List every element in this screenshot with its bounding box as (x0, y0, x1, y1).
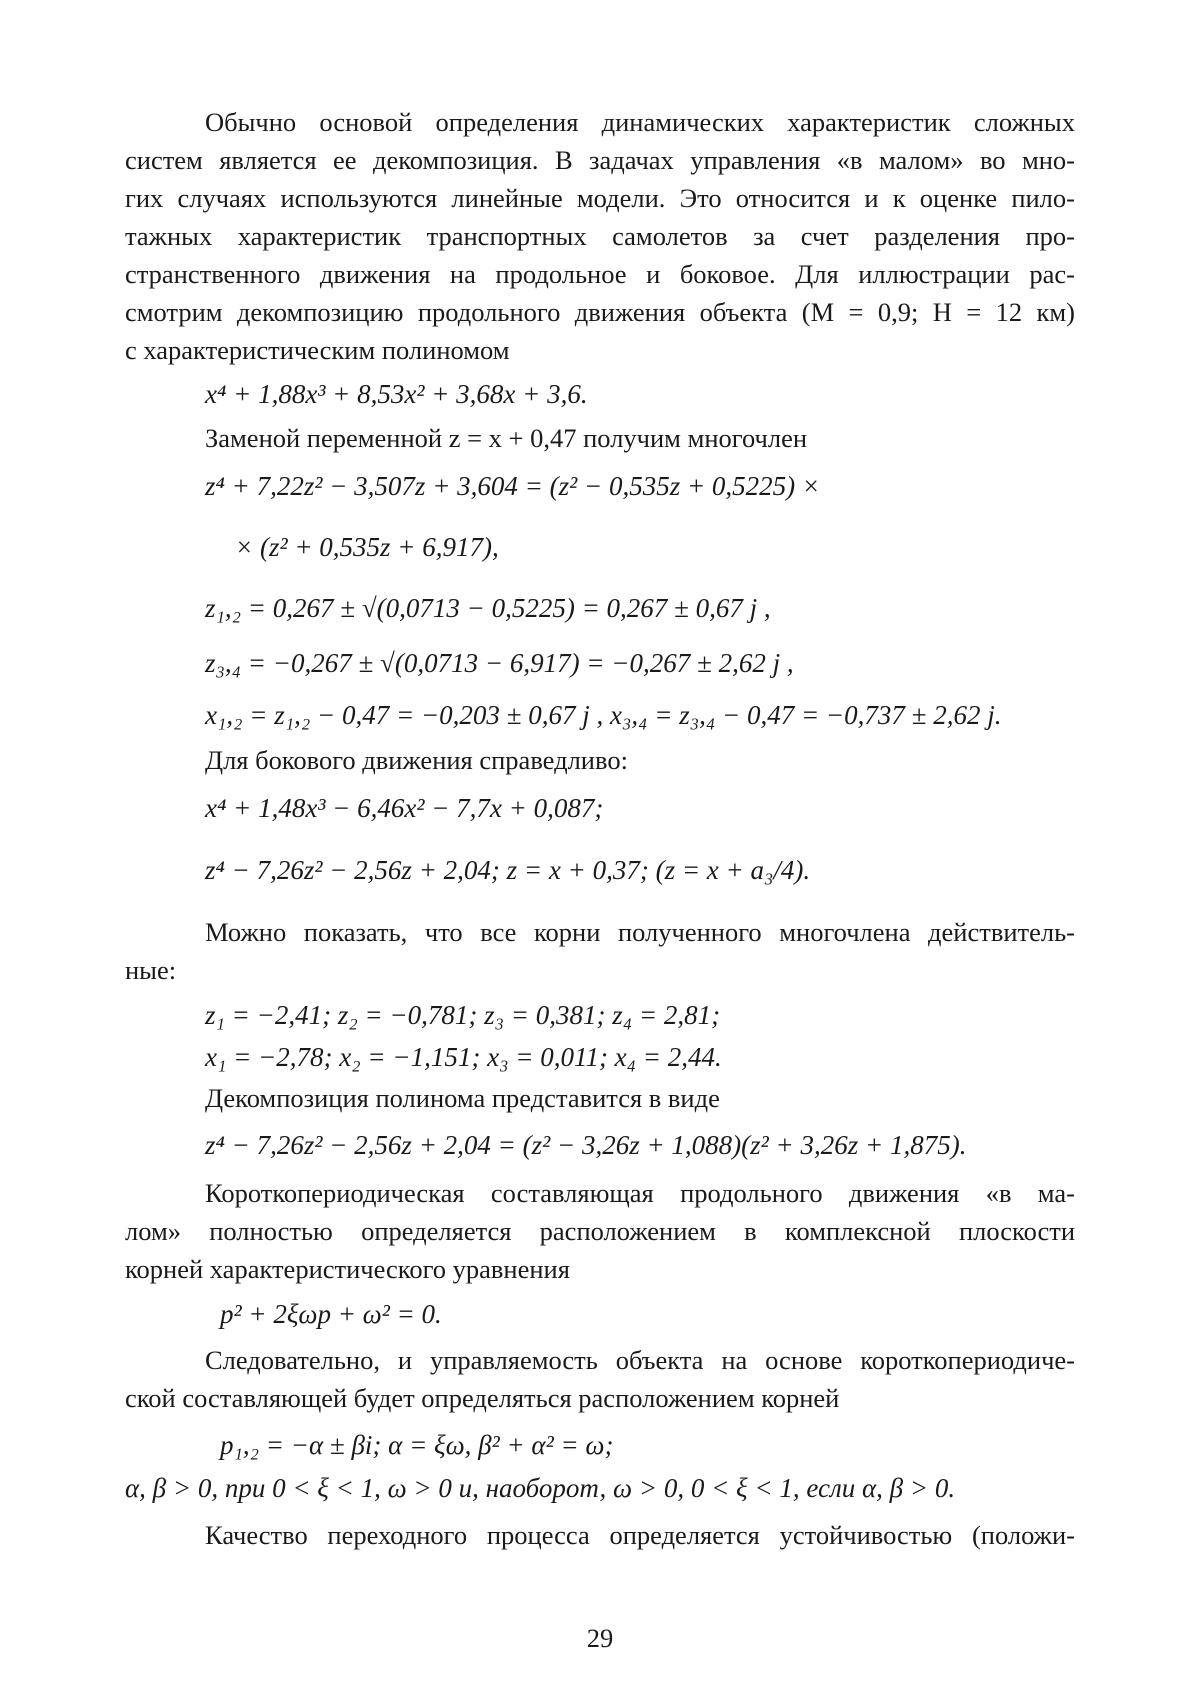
formula-line: z⁴ − 7,26z² − 2,56z + 2,04 = (z² − 3,26z + 1,088)(z² + 3,26z + 1,875). (205, 1125, 1075, 1165)
text-line: корней характеристического уравнения (125, 1249, 1075, 1289)
text-line: тажных характеристик транспортных самолетов за счет разделения про- (125, 216, 1075, 256)
text-line: Короткопериодическая составляющая продольного движения «в ма- (205, 1173, 1075, 1213)
formula-line: z₁ = −2,41; z₂ = −0,781; z₃ = 0,381; z₄ = 2,81; (205, 995, 1075, 1035)
document-page (0, 0, 1200, 1698)
text-line: Для бокового движения справедливо: (205, 740, 1075, 780)
text-line: странственного движения на продольное и боковое. Для иллюстрации рас- (125, 254, 1075, 294)
formula-line: z₁,₂ = 0,267 ± √(0,0713 − 0,5225) = 0,267 ± 0,67 j , (205, 588, 1075, 628)
formula-line: z⁴ + 7,22z² − 3,507z + 3,604 = (z² − 0,535z + 0,5225) × (205, 466, 1075, 506)
formula-line: × (z² + 0,535z + 6,917), (235, 527, 1075, 567)
text-line: Можно показать, что все корни полученного многочлена действитель- (205, 912, 1075, 952)
text-line: ской составляющей будет определяться расположением корней (125, 1378, 1075, 1418)
formula-line: x₁ = −2,78; x₂ = −1,151; x₃ = 0,011; x₄ = 2,44. (205, 1037, 1075, 1077)
text-line: Обычно основой определения динамических характеристик сложных (205, 102, 1075, 142)
formula-line: p² + 2ξωp + ω² = 0. (220, 1294, 1075, 1334)
text-line: ные: (125, 950, 1075, 990)
formula-line: z₃,₄ = −0,267 ± √(0,0713 − 6,917) = −0,267 ± 2,62 j , (205, 643, 1075, 683)
text-line: гих случаях используются линейные модели. Это относится и к оценке пило- (125, 178, 1075, 218)
text-line: систем является ее декомпозиция. В задачах управления «в малом» во мно- (125, 140, 1075, 180)
formula-line: z⁴ − 7,26z² − 2,56z + 2,04; z = x + 0,37; (z = x + a₃/4). (205, 850, 1075, 890)
text-line: Заменой переменной z = x + 0,47 получим многочлен (205, 418, 1075, 458)
formula-line: p₁,₂ = −α ± βi; α = ξω, β² + α² = ω; (220, 1425, 1075, 1465)
text-line: смотрим декомпозицию продольного движения объекта (M = 0,9; H = 12 км) (125, 292, 1075, 332)
text-line: Декомпозиция полинома представится в виде (205, 1078, 1075, 1118)
text-line: Следовательно, и управляемость объекта на основе короткопериодиче- (205, 1340, 1075, 1380)
formula-line: x₁,₂ = z₁,₂ − 0,47 = −0,203 ± 0,67 j , x₃,₄ = z₃,₄ − 0,47 = −0,737 ± 2,62 j. (205, 695, 1075, 735)
formula-line: x⁴ + 1,88x³ + 8,53x² + 3,68x + 3,6. (205, 374, 1075, 414)
text-line: с характеристическим полиномом (125, 330, 1075, 370)
text-line: Качество переходного процесса определяется устойчивостью (положи- (205, 1515, 1075, 1555)
page-number: 29 (0, 1618, 1200, 1658)
formula-line: α, β > 0, при 0 < ξ < 1, ω > 0 и, наоборот, ω > 0, 0 < ξ < 1, если α, β > 0. (125, 1468, 1075, 1508)
text-line: лом» полностью определяется расположением в комплексной плоскости (125, 1211, 1075, 1251)
formula-line: x⁴ + 1,48x³ − 6,46x² − 7,7x + 0,087; (205, 788, 1075, 828)
